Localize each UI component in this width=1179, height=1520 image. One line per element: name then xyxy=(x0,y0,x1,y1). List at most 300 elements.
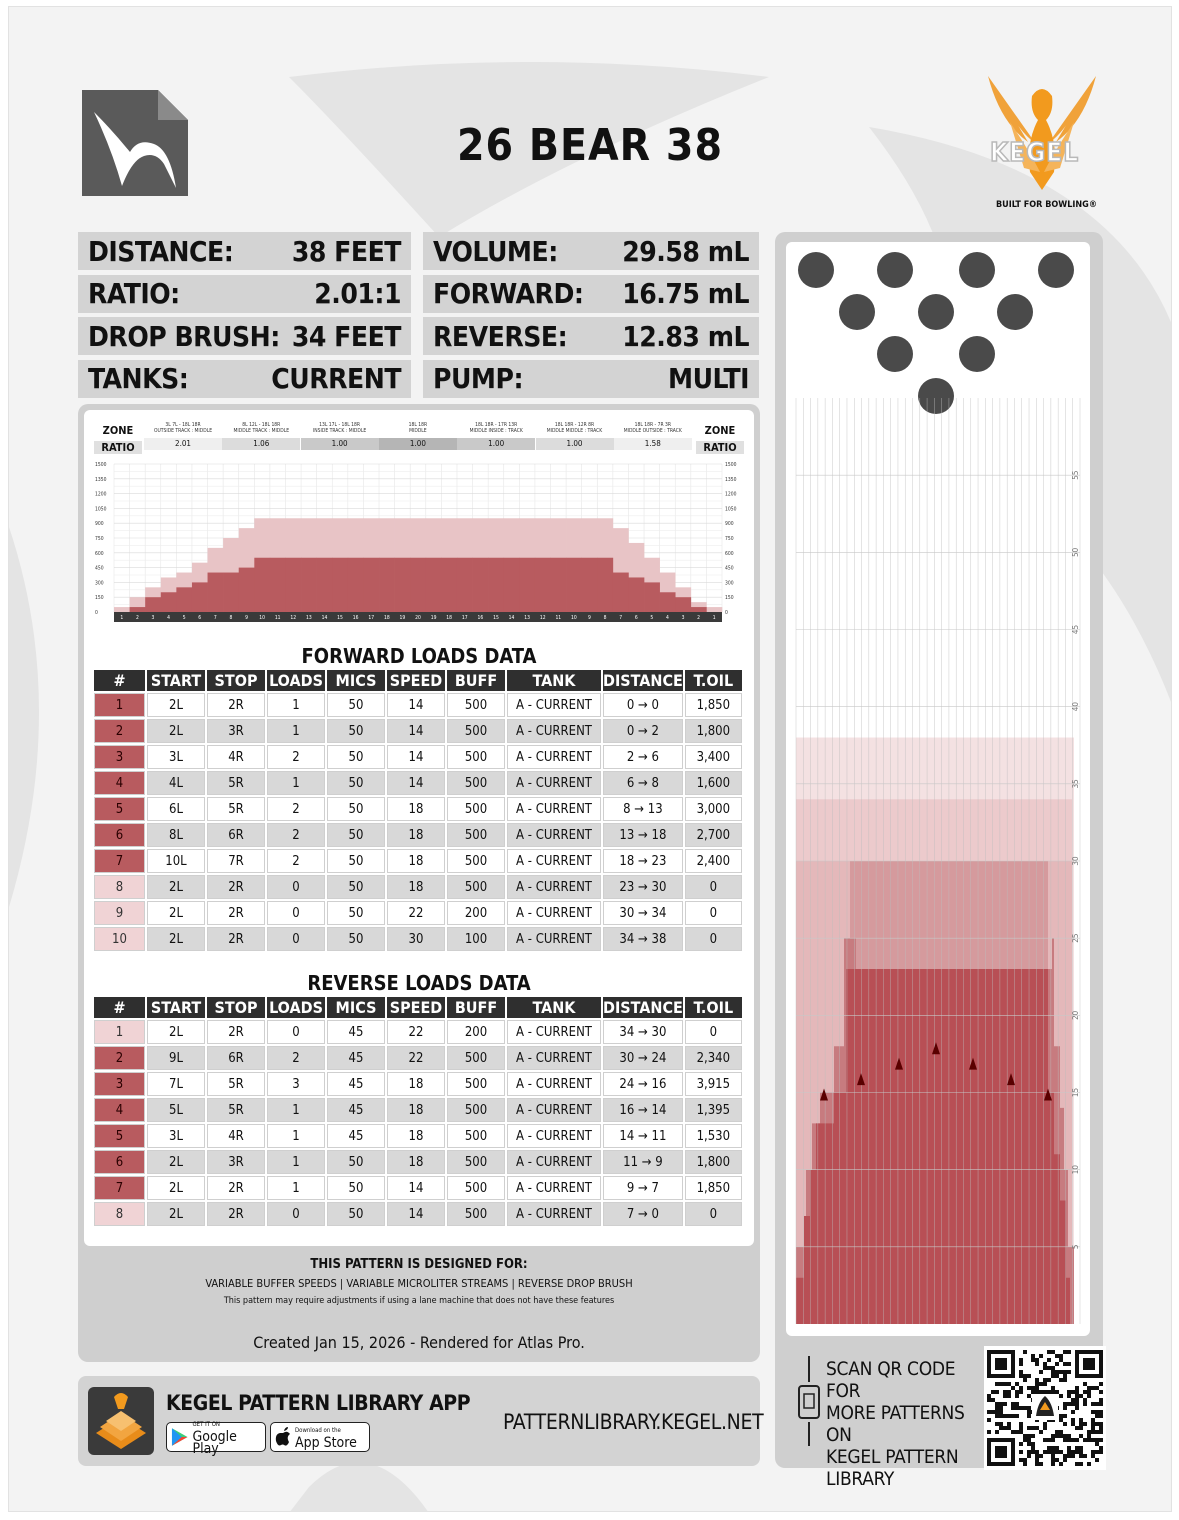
table-cell: 1 xyxy=(267,1150,325,1174)
zone-name: MIDDLE MIDDLE : TRACK xyxy=(546,428,603,434)
table-cell: 0 xyxy=(685,927,742,951)
column-header: MICS xyxy=(327,997,385,1018)
table-cell: 500 xyxy=(447,719,505,743)
x-tick-label: 13 xyxy=(524,615,530,621)
table-cell: 30 xyxy=(387,927,445,951)
phone-scan-icon xyxy=(796,1356,822,1446)
table-row xyxy=(94,1046,742,1070)
table-cell: 14 xyxy=(387,693,445,717)
spec-value: 38 FEET xyxy=(291,234,401,268)
reverse-loads-title: REVERSE LOADS DATA xyxy=(307,971,531,995)
table-cell: 50 xyxy=(327,745,385,769)
lane-feet-label: 10 xyxy=(1071,1165,1080,1175)
table-cell: 1,850 xyxy=(685,1176,742,1200)
oil-bar xyxy=(317,558,333,612)
pin-icon xyxy=(1038,252,1074,288)
spec-value: CURRENT xyxy=(271,362,401,395)
x-tick-label: 13 xyxy=(306,615,312,621)
zone-text xyxy=(614,418,692,436)
table-cell: 4R xyxy=(207,1124,265,1148)
table-cell: 7 → 0 xyxy=(603,1202,683,1226)
oil-bar xyxy=(130,607,146,612)
oil-bar xyxy=(223,573,239,612)
x-tick-label: 14 xyxy=(508,615,515,621)
table-cell: A - CURRENT xyxy=(507,719,601,743)
zone-label-left: ZONE xyxy=(102,424,134,437)
y-tick-label: 1500 xyxy=(725,462,737,468)
table-header-row xyxy=(94,670,742,691)
table-cell: 2R xyxy=(207,1202,265,1226)
table-cell: 24 → 16 xyxy=(603,1072,683,1096)
table-cell: A - CURRENT xyxy=(507,745,601,769)
oil-bar xyxy=(519,558,535,612)
table-cell: 500 xyxy=(447,823,505,847)
table-cell: 5R xyxy=(207,1098,265,1122)
table-cell: 2L xyxy=(147,1176,205,1200)
table-cell: 7 xyxy=(94,1176,145,1200)
table-cell: 1 xyxy=(267,693,325,717)
zone-column xyxy=(457,418,535,454)
pin-icon xyxy=(959,252,995,288)
table-cell: 0 → 0 xyxy=(603,693,683,717)
x-tick-label: 11 xyxy=(555,615,562,621)
oil-bar xyxy=(176,587,192,612)
spec-label: DROP BRUSH: xyxy=(88,319,280,353)
y-tick-label: 900 xyxy=(725,521,734,528)
table-cell: 500 xyxy=(447,797,505,821)
y-tick-label: 1350 xyxy=(95,476,107,483)
oil-bar xyxy=(613,573,629,612)
zone-name: INSIDE TRACK : MIDDLE xyxy=(312,428,367,434)
oil-bar xyxy=(192,582,208,612)
table-cell: 45 xyxy=(327,1124,385,1148)
oil-bar xyxy=(270,558,286,612)
zone-text xyxy=(222,418,300,436)
table-header-row xyxy=(94,997,742,1018)
table-cell: 3L xyxy=(147,745,205,769)
zone-column xyxy=(222,418,300,454)
x-tick-label: 9 xyxy=(245,615,248,621)
oil-bar xyxy=(582,558,598,612)
spec-label: DISTANCE: xyxy=(88,234,234,268)
table-cell: 500 xyxy=(447,771,505,795)
table-cell: 2L xyxy=(147,875,205,899)
pattern-document-logo-icon xyxy=(82,90,188,196)
spec-value: 2.01:1 xyxy=(314,277,401,310)
oil-bar xyxy=(535,558,551,612)
oil-bar xyxy=(114,607,130,612)
x-tick-label: 4 xyxy=(665,615,669,621)
spec-row xyxy=(78,275,411,313)
forward-loads-title: FORWARD LOADS DATA xyxy=(301,644,537,668)
x-tick-label: 12 xyxy=(539,615,546,621)
y-tick-label: 1050 xyxy=(95,506,107,513)
table-cell: 1 xyxy=(94,693,145,717)
table-cell: 2,400 xyxy=(685,849,742,873)
lane-feet-label: 35 xyxy=(1071,779,1080,789)
table-cell: 1,395 xyxy=(685,1098,742,1122)
column-header: BUFF xyxy=(447,670,505,691)
y-tick-label: 150 xyxy=(725,595,734,602)
table-cell: 30 → 24 xyxy=(603,1046,683,1070)
y-tick-label: 300 xyxy=(95,580,104,587)
table-cell: 500 xyxy=(447,1150,505,1174)
table-row xyxy=(94,875,742,899)
table-cell: 14 xyxy=(387,1202,445,1226)
zone-name: MIDDLE INSIDE : TRACK xyxy=(469,428,523,434)
created-date: Created Jan 15, 2026 - Rendered for Atlas Pro. xyxy=(253,1333,585,1352)
column-header: T.OIL xyxy=(685,997,742,1018)
x-tick-label: 19 xyxy=(430,615,437,621)
app-store-small: Download on the xyxy=(295,1427,341,1434)
column-header: START xyxy=(147,997,205,1018)
app-store-button[interactable] xyxy=(270,1422,370,1452)
table-cell: 1,800 xyxy=(685,1150,742,1174)
oil-bar xyxy=(145,597,161,612)
x-tick-label: 16 xyxy=(352,615,359,621)
zone-name: OUTSIDE TRACK : MIDDLE xyxy=(153,428,213,434)
lane-feet-label: 50 xyxy=(1071,547,1080,557)
lane-feet-label: 25 xyxy=(1071,933,1080,943)
oil-bar xyxy=(706,607,722,612)
apple-icon xyxy=(275,1427,291,1447)
spec-label: FORWARD: xyxy=(433,277,584,310)
zone-label-right: ZONE xyxy=(704,424,736,437)
table-cell: 2L xyxy=(147,693,205,717)
x-tick-label: 18 xyxy=(446,615,453,621)
table-cell: 500 xyxy=(447,849,505,873)
oil-bar xyxy=(644,582,660,612)
scan-line-3: KEGEL PATTERN xyxy=(826,1446,959,1468)
table-cell: 6R xyxy=(207,823,265,847)
x-tick-label: 17 xyxy=(368,615,375,621)
zone-name: MIDDLE TRACK : MIDDLE xyxy=(233,428,290,434)
oil-bar xyxy=(441,558,457,612)
table-cell: A - CURRENT xyxy=(507,849,601,873)
table-row xyxy=(94,823,742,847)
table-cell: 34 → 30 xyxy=(603,1020,683,1044)
table-cell: 34 → 38 xyxy=(603,927,683,951)
oil-bar xyxy=(254,558,270,612)
zone-range: 18L 18R - 17R 13R xyxy=(475,422,518,428)
table-cell: 5 xyxy=(94,1124,145,1148)
spec-label: TANKS: xyxy=(88,362,189,395)
table-cell: 5R xyxy=(207,771,265,795)
x-tick-label: 20 xyxy=(415,615,421,621)
table-cell: 18 xyxy=(387,1150,445,1174)
spec-row xyxy=(78,360,411,398)
spec-label: VOLUME: xyxy=(433,234,558,268)
google-play-label: Google Play xyxy=(192,1429,237,1457)
table-cell: 4R xyxy=(207,745,265,769)
table-cell: 2R xyxy=(207,901,265,925)
x-tick-label: 3 xyxy=(681,615,685,621)
column-header: TANK xyxy=(507,670,601,691)
spec-value: 12.83 mL xyxy=(622,319,749,353)
table-cell: 500 xyxy=(447,875,505,899)
table-cell: 3 xyxy=(94,1072,145,1096)
ratio-label-left: RATIO xyxy=(94,441,142,454)
table-cell: 3,000 xyxy=(685,797,742,821)
kegel-tagline: BUILT FOR BOWLING xyxy=(996,200,1089,210)
pin-icon xyxy=(959,336,995,372)
column-header: SPEED xyxy=(387,997,445,1018)
table-cell: 0 xyxy=(685,901,742,925)
table-cell: 1 xyxy=(267,719,325,743)
table-cell: 2L xyxy=(147,1150,205,1174)
oil-bar xyxy=(457,558,473,612)
column-header: T.OIL xyxy=(685,670,742,691)
x-tick-label: 10 xyxy=(571,615,577,621)
x-tick-label: 1 xyxy=(712,615,716,621)
table-cell: 3L xyxy=(147,1124,205,1148)
x-tick-label: 5 xyxy=(650,615,654,621)
table-cell: 45 xyxy=(327,1072,385,1096)
table-row xyxy=(94,927,742,951)
table-cell: 6R xyxy=(207,1046,265,1070)
table-row xyxy=(94,849,742,873)
table-cell: 500 xyxy=(447,1202,505,1226)
table-cell: 500 xyxy=(447,1176,505,1200)
table-cell: 3R xyxy=(207,1150,265,1174)
x-tick-label: 5 xyxy=(182,615,186,621)
table-cell: 16 → 14 xyxy=(603,1098,683,1122)
spec-row xyxy=(78,317,411,355)
table-cell: 4 xyxy=(94,771,145,795)
table-cell: 5 xyxy=(94,797,145,821)
column-header: DISTANCE xyxy=(603,998,683,1017)
zone-ratio: 1.00 xyxy=(536,438,614,450)
x-tick-label: 16 xyxy=(477,615,484,621)
table-cell: 5R xyxy=(207,797,265,821)
table-cell: 100 xyxy=(447,927,505,951)
table-cell: 2L xyxy=(147,1020,205,1044)
x-tick-label: 2 xyxy=(135,615,139,621)
table-cell: 6L xyxy=(147,797,205,821)
zone-column xyxy=(536,418,614,454)
table-cell: A - CURRENT xyxy=(507,927,601,951)
zone-text xyxy=(301,418,379,436)
zone-ratio: 1.58 xyxy=(614,438,692,450)
y-tick-label: 0 xyxy=(95,610,98,616)
column-header: # xyxy=(94,670,145,691)
table-cell: 0 xyxy=(685,1020,742,1044)
pin-icon xyxy=(877,336,913,372)
table-cell: 45 xyxy=(327,1020,385,1044)
table-cell: 45 xyxy=(327,1046,385,1070)
table-row xyxy=(94,693,742,717)
table-cell: 3,915 xyxy=(685,1072,742,1096)
table-cell: 50 xyxy=(327,1202,385,1226)
x-tick-label: 4 xyxy=(167,615,171,621)
table-cell: 18 xyxy=(387,1098,445,1122)
column-header: TANK xyxy=(507,997,601,1018)
zone-range: 18L 18R - 12R 8R xyxy=(554,422,595,428)
table-row xyxy=(94,797,742,821)
designed-note: This pattern may require adjustments if using a lane machine that does not have these features xyxy=(223,1296,615,1306)
y-tick-label: 300 xyxy=(725,580,734,587)
table-cell: 1,850 xyxy=(685,693,742,717)
table-cell: 2R xyxy=(207,693,265,717)
table-cell: 0 xyxy=(685,875,742,899)
table-row xyxy=(94,1202,742,1226)
column-header: LOADS xyxy=(267,997,325,1018)
oil-bar xyxy=(473,558,489,612)
designed-features: VARIABLE BUFFER SPEEDS | VARIABLE MICROLITER STREAMS | REVERSE DROP BRUSH xyxy=(205,1277,633,1290)
y-tick-label: 150 xyxy=(95,595,104,602)
table-cell: 50 xyxy=(327,1176,385,1200)
y-tick-label: 1200 xyxy=(725,491,737,498)
pattern-library-url[interactable]: PATTERNLIBRARY.KEGEL.NET xyxy=(503,1410,764,1434)
oil-bar xyxy=(551,558,567,612)
lane-oil-diagram xyxy=(786,242,1090,1336)
table-cell: 7L xyxy=(147,1072,205,1096)
oil-bar xyxy=(628,577,644,612)
x-tick-label: 18 xyxy=(383,615,390,621)
table-cell: 2 → 6 xyxy=(603,745,683,769)
designed-heading: THIS PATTERN IS DESIGNED FOR: xyxy=(310,1257,528,1272)
table-cell: 2R xyxy=(207,1020,265,1044)
oil-bar xyxy=(426,558,442,612)
x-tick-label: 14 xyxy=(321,615,328,621)
google-play-icon xyxy=(171,1427,188,1447)
table-cell: 22 xyxy=(387,901,445,925)
table-cell: 1 xyxy=(267,1098,325,1122)
pin-icon xyxy=(877,252,913,288)
table-cell: 500 xyxy=(447,1124,505,1148)
oil-bar xyxy=(660,592,676,612)
y-tick-label: 750 xyxy=(725,536,734,542)
zone-range: 18L 18R - 7R 3R xyxy=(634,422,671,428)
pattern-title: 26 BEAR 38 xyxy=(456,120,724,171)
oil-bar xyxy=(675,597,691,612)
table-cell: 14 xyxy=(387,771,445,795)
lane-feet-label: 45 xyxy=(1071,624,1080,635)
table-cell: 2R xyxy=(207,1176,265,1200)
oil-bar xyxy=(285,558,301,612)
zone-ratio: 1.00 xyxy=(457,438,535,450)
table-cell: 3,400 xyxy=(685,745,742,769)
spec-value: 29.58 mL xyxy=(622,234,749,268)
table-cell: 2L xyxy=(147,901,205,925)
table-cell: 14 xyxy=(387,719,445,743)
table-cell: 22 xyxy=(387,1020,445,1044)
zone-ratio: 1.00 xyxy=(301,438,379,450)
oil-bar xyxy=(301,558,317,612)
spec-label: RATIO: xyxy=(88,277,180,310)
oil-volume-chart xyxy=(92,458,744,630)
table-cell: 1 xyxy=(267,771,325,795)
y-tick-label: 1200 xyxy=(95,491,107,498)
table-cell: 8 xyxy=(94,875,145,899)
table-cell: 18 xyxy=(387,849,445,873)
oil-bar xyxy=(410,558,426,612)
table-cell: 10 xyxy=(94,927,145,951)
table-cell: 1 xyxy=(267,1124,325,1148)
y-tick-label: 0 xyxy=(725,610,728,616)
table-cell: 14 xyxy=(387,745,445,769)
table-cell: 14 xyxy=(387,1176,445,1200)
table-cell: 18 xyxy=(387,797,445,821)
table-row xyxy=(94,719,742,743)
table-cell: 18 xyxy=(387,1124,445,1148)
app-store-label: App Store xyxy=(295,1435,357,1451)
table-cell: 1,800 xyxy=(685,719,742,743)
pin-icon xyxy=(918,294,954,330)
table-cell: 50 xyxy=(327,849,385,873)
oil-bar xyxy=(691,607,707,612)
zone-column xyxy=(379,418,457,454)
spec-value: 34 FEET xyxy=(291,319,401,353)
x-tick-label: 7 xyxy=(213,615,217,621)
table-cell: 0 xyxy=(267,1020,325,1044)
table-cell: 50 xyxy=(327,797,385,821)
table-cell: A - CURRENT xyxy=(507,1202,601,1226)
table-row xyxy=(94,1176,742,1200)
x-tick-label: 15 xyxy=(337,615,343,621)
spec-row xyxy=(423,275,759,313)
table-cell: 2L xyxy=(147,927,205,951)
oil-bar xyxy=(597,558,613,612)
zone-text xyxy=(379,418,457,436)
google-play-button[interactable] xyxy=(166,1421,266,1457)
table-cell: 3 xyxy=(94,745,145,769)
table-cell: 50 xyxy=(327,927,385,951)
column-header: STOP xyxy=(207,670,265,691)
table-cell: 11 → 9 xyxy=(603,1150,683,1174)
table-cell: 6 → 8 xyxy=(603,771,683,795)
spec-value: MULTI xyxy=(668,362,749,395)
table-row xyxy=(94,1072,742,1096)
column-header: STOP xyxy=(207,997,265,1018)
table-cell: 22 xyxy=(387,1046,445,1070)
column-header: LOADS xyxy=(267,670,325,691)
table-cell: A - CURRENT xyxy=(507,1046,601,1070)
zone-name: MIDDLE OUTSIDE : TRACK xyxy=(623,428,682,434)
table-cell: 2 xyxy=(267,849,325,873)
spec-row xyxy=(423,232,759,270)
table-cell: A - CURRENT xyxy=(507,901,601,925)
table-cell: A - CURRENT xyxy=(507,1124,601,1148)
zone-column xyxy=(144,418,222,454)
table-cell: 500 xyxy=(447,1072,505,1096)
table-cell: 50 xyxy=(327,771,385,795)
table-cell: 2 xyxy=(267,1046,325,1070)
table-cell: A - CURRENT xyxy=(507,771,601,795)
oil-bar xyxy=(379,558,395,612)
table-cell: 0 xyxy=(267,927,325,951)
forward-loads-table xyxy=(92,668,744,953)
zone-range: 8L 12L - 18L 18R xyxy=(242,422,281,428)
y-tick-label: 1050 xyxy=(725,506,737,513)
kegel-wordmark: KEGEL xyxy=(990,138,1080,168)
x-tick-label: 6 xyxy=(634,615,638,621)
zone-range: 13L 17L - 18L 18R xyxy=(319,422,361,428)
x-tick-label: 3 xyxy=(151,615,155,621)
oil-bar xyxy=(348,558,364,612)
column-header: # xyxy=(94,997,145,1018)
table-row xyxy=(94,1098,742,1122)
table-cell: 1 xyxy=(94,1020,145,1044)
trademark-symbol: ® xyxy=(1088,200,1097,210)
table-cell: A - CURRENT xyxy=(507,693,601,717)
table-cell: A - CURRENT xyxy=(507,1072,601,1096)
scan-qr-text xyxy=(826,1358,976,1490)
qr-code[interactable] xyxy=(984,1346,1106,1470)
table-cell: 18 xyxy=(387,1072,445,1096)
table-cell: A - CURRENT xyxy=(507,1020,601,1044)
pin-icon xyxy=(798,252,834,288)
